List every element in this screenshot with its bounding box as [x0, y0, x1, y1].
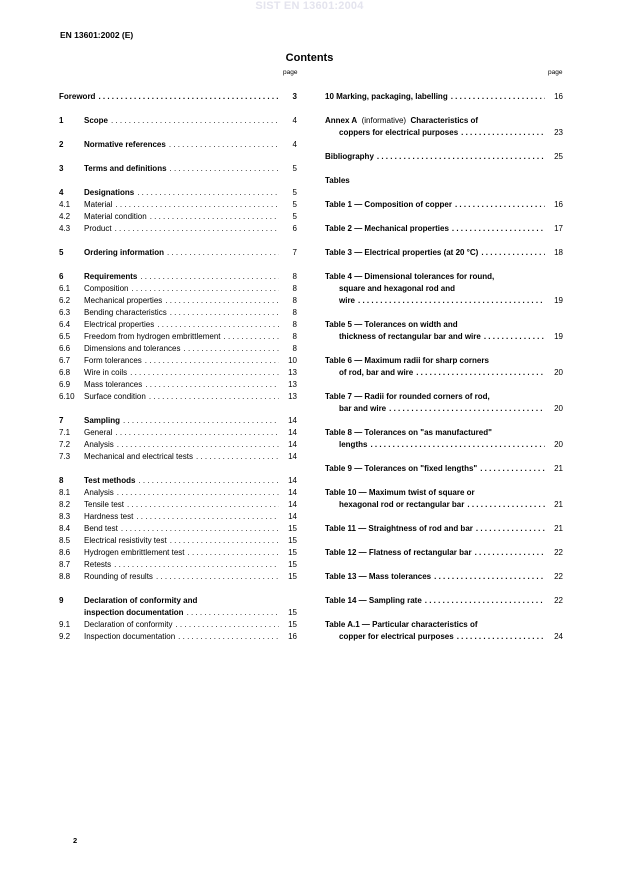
- toc-entry-9-2[interactable]: [59, 631, 297, 643]
- toc-page: 23: [554, 128, 563, 137]
- toc-entry-text: Bibliography: [325, 152, 374, 161]
- toc-entry-text: Terms and definitions: [84, 164, 167, 173]
- toc-entry-text: Retests: [84, 560, 112, 569]
- toc-entry-9-1[interactable]: [59, 619, 297, 631]
- toc-entry-table-10[interactable]: [325, 487, 563, 499]
- toc-page: 15: [288, 572, 297, 581]
- toc-entry-text: General: [84, 428, 113, 437]
- toc-entry-text: Rounding of results: [84, 572, 153, 581]
- toc-entry-table-5[interactable]: [325, 319, 563, 331]
- toc-entry-table-4-cont2[interactable]: [325, 295, 563, 307]
- toc-num: 7.3: [59, 452, 71, 461]
- toc-entry-text: of rod, bar and wire: [339, 368, 414, 377]
- toc-entry-4[interactable]: [59, 187, 297, 199]
- toc-page: 19: [554, 332, 563, 341]
- toc-num: 4.1: [59, 200, 71, 209]
- toc-entry-text: Table 7 — Radii for rounded corners of rod,: [325, 392, 490, 401]
- toc-entry-text: Designations: [84, 188, 135, 197]
- toc-num: 8: [59, 476, 64, 485]
- toc-entry-text: bar and wire: [339, 404, 387, 413]
- toc-page: 8: [292, 296, 297, 305]
- toc-num: 8.7: [59, 560, 71, 569]
- toc-entry-4-3[interactable]: [59, 223, 297, 235]
- toc-num: 8.4: [59, 524, 71, 533]
- toc-page: 14: [288, 512, 297, 521]
- toc-entry-text: Material condition: [84, 212, 147, 221]
- toc-entry-table-7-cont[interactable]: [325, 403, 563, 415]
- toc-page: 14: [288, 488, 297, 497]
- toc-entry-8-5[interactable]: [59, 535, 297, 547]
- right-page-column-label: page: [548, 69, 563, 76]
- toc-page: 8: [292, 284, 297, 293]
- page-number: 2: [73, 836, 78, 845]
- toc-entry-5[interactable]: [59, 247, 297, 259]
- toc-page: 14: [288, 440, 297, 449]
- toc-num: 9.1: [59, 620, 71, 629]
- toc-page: 15: [288, 524, 297, 533]
- toc-page: 16: [554, 200, 563, 209]
- toc-num: 6: [59, 272, 64, 281]
- toc-page: 20: [554, 440, 563, 449]
- toc-entry-text: Bend test: [84, 524, 118, 533]
- toc-entry-text: Inspection documentation: [84, 632, 176, 641]
- toc-num: 8.3: [59, 512, 71, 521]
- toc-entry-text: Wire in coils: [84, 368, 128, 377]
- toc-entry-6-9[interactable]: [59, 379, 297, 391]
- toc-entry-text: Mass tolerances: [84, 380, 143, 389]
- toc-num: 9.2: [59, 632, 71, 641]
- toc-page: 15: [288, 548, 297, 557]
- toc-page: 25: [554, 152, 563, 161]
- toc-entry-text: lengths: [339, 440, 368, 449]
- toc-num: 8.2: [59, 500, 71, 509]
- toc-page: 8: [292, 308, 297, 317]
- toc-page: 21: [554, 464, 563, 473]
- toc-entry-6-5[interactable]: [59, 331, 297, 343]
- toc-entry-6-1[interactable]: [59, 283, 297, 295]
- toc-entry-8-2[interactable]: [59, 499, 297, 511]
- toc-page: 15: [288, 620, 297, 629]
- toc-page: 15: [288, 536, 297, 545]
- toc-entry-text: Table 11 — Straightness of rod and bar: [325, 524, 473, 533]
- toc-entry-text: Hydrogen embrittlement test: [84, 548, 185, 557]
- toc-num: 8.1: [59, 488, 71, 497]
- toc-entry-text: Scope: [84, 116, 109, 125]
- toc-entry-text: Declaration of conformity: [84, 620, 173, 629]
- toc-entry-text: Form tolerances: [84, 356, 142, 365]
- toc-page: 5: [292, 212, 297, 221]
- toc-entry-text: square and hexagonal rod and: [339, 284, 456, 293]
- toc-entry-text: Table 4 — Dimensional tolerances for round,: [325, 272, 495, 281]
- toc-page: 7: [292, 248, 297, 257]
- toc-entry-7-3[interactable]: [59, 451, 297, 463]
- toc-entry-table-9[interactable]: [325, 463, 563, 475]
- toc-entry-text: Material: [84, 200, 113, 209]
- watermark: SIST EN 13601:2004: [255, 0, 364, 12]
- toc-page: 8: [292, 272, 297, 281]
- toc-page: 6: [292, 224, 297, 233]
- toc-entry-text: Surface condition: [84, 392, 146, 401]
- toc-entry-6-6[interactable]: [59, 343, 297, 355]
- toc-right-column: [325, 91, 563, 643]
- toc-num: 2: [59, 140, 64, 149]
- toc-entry-table-6[interactable]: [325, 355, 563, 367]
- toc-page: 15: [288, 560, 297, 569]
- toc-entry-text: Bending characteristics: [84, 308, 167, 317]
- toc-entry-table-8-cont[interactable]: [325, 439, 563, 451]
- toc-entry-table-8[interactable]: [325, 427, 563, 439]
- toc-entry-table-13[interactable]: [325, 571, 563, 583]
- toc-entry-text: Foreword: [59, 92, 96, 101]
- toc-entry-text: hexagonal rod or rectangular bar: [339, 500, 465, 509]
- toc-entry-table-3[interactable]: [325, 247, 563, 259]
- toc-entry-text: Analysis: [84, 488, 114, 497]
- toc-num: 3: [59, 164, 64, 173]
- toc-entry-8[interactable]: [59, 475, 297, 487]
- toc-num: 8.5: [59, 536, 71, 545]
- toc-page: 18: [554, 248, 563, 257]
- toc-entry-4-2[interactable]: [59, 211, 297, 223]
- toc-page: 4: [292, 140, 297, 149]
- toc-entry-table-10-cont[interactable]: [325, 499, 563, 511]
- toc-entry-8-3[interactable]: [59, 511, 297, 523]
- toc-entry-text: Freedom from hydrogen embrittlement: [84, 332, 221, 341]
- toc-entry-table-2[interactable]: [325, 223, 563, 235]
- toc-page: 4: [292, 116, 297, 125]
- toc-page: 8: [292, 320, 297, 329]
- toc-entry-table-7[interactable]: [325, 391, 563, 403]
- toc-num: 7: [59, 416, 64, 425]
- document-reference: EN 13601:2002 (E): [60, 30, 134, 40]
- toc-entry-text: Characteristics of: [410, 116, 479, 125]
- toc-entry-text: Product: [84, 224, 112, 233]
- toc-entry-text: Test methods: [84, 476, 136, 485]
- toc-entry-4-1[interactable]: [59, 199, 297, 211]
- toc-page: 8: [292, 332, 297, 341]
- toc-page: 16: [554, 92, 563, 101]
- toc-entry-table-12[interactable]: [325, 547, 563, 559]
- toc-entry-text: Analysis: [84, 440, 114, 449]
- toc-num: 4: [59, 188, 64, 197]
- toc-entry-3[interactable]: [59, 163, 297, 175]
- toc-entry-text: copper for electrical purposes: [339, 632, 454, 641]
- toc-entry-bibliography[interactable]: [325, 151, 563, 163]
- toc-page: 21: [554, 500, 563, 509]
- toc-num: 6.6: [59, 344, 71, 353]
- toc-entry-text: Normative references: [84, 140, 166, 149]
- toc-page: 17: [554, 224, 563, 233]
- toc-entry-text: Mechanical and electrical tests: [84, 452, 193, 461]
- toc-entry-text: Table 9 — Tolerances on "fixed lengths": [325, 464, 478, 473]
- toc-entry-text: Mechanical properties: [84, 296, 163, 305]
- toc-entry-7-2[interactable]: [59, 439, 297, 451]
- toc-entry-1[interactable]: [59, 115, 297, 127]
- toc-page: 14: [288, 452, 297, 461]
- toc-entry-text: Table 14 — Sampling rate: [325, 596, 422, 605]
- toc-entry-8-8[interactable]: [59, 571, 297, 583]
- toc-entry-text: Table 3 — Electrical properties (at 20 °C): [325, 248, 479, 257]
- toc-entry-9[interactable]: [59, 595, 297, 607]
- toc-num: 7.1: [59, 428, 71, 437]
- toc-page: 22: [554, 548, 563, 557]
- page-title: Contents: [285, 52, 334, 64]
- toc-entry-text: Table 1 — Composition of copper: [325, 200, 452, 209]
- toc-num: 1: [59, 116, 64, 125]
- annex-informative: (informative): [361, 116, 407, 125]
- toc-page: 21: [554, 524, 563, 533]
- toc-entry-text: Declaration of conformity and: [84, 596, 198, 605]
- toc-entry-7-1[interactable]: [59, 427, 297, 439]
- toc-page: 8: [292, 344, 297, 353]
- toc-entry-text: Table 5 — Tolerances on width and: [325, 320, 458, 329]
- toc-entry-foreword[interactable]: [59, 91, 297, 103]
- toc-num: 6.8: [59, 368, 71, 377]
- toc-page: 19: [554, 296, 563, 305]
- toc-entry-7[interactable]: [59, 415, 297, 427]
- toc-entry-text: Table 2 — Mechanical properties: [325, 224, 449, 233]
- toc-entry-6-2[interactable]: [59, 295, 297, 307]
- toc-page: 14: [288, 428, 297, 437]
- toc-num: 4.3: [59, 224, 71, 233]
- toc-entry-text: coppers for electrical purposes: [339, 128, 459, 137]
- toc-num: 8.6: [59, 548, 71, 557]
- left-page-column-label: page: [283, 69, 298, 76]
- toc-entry-annex-a[interactable]: [325, 115, 563, 127]
- toc-page: 22: [554, 596, 563, 605]
- tables-heading: Tables: [325, 176, 350, 185]
- toc-entry-6-4[interactable]: [59, 319, 297, 331]
- toc-num: 6.10: [59, 392, 75, 401]
- toc-entry-text: Hardness test: [84, 512, 134, 521]
- toc-entry-table-11[interactable]: [325, 523, 563, 535]
- toc-entry-6[interactable]: [59, 271, 297, 283]
- toc-entry-table-1[interactable]: [325, 199, 563, 211]
- toc-page: 14: [288, 416, 297, 425]
- toc-entry-text: Tensile test: [84, 500, 125, 509]
- toc-num: 7.2: [59, 440, 71, 449]
- toc-entry-text: Table A.1 — Particular characteristics of: [325, 620, 478, 629]
- toc-entry-text: inspection documentation: [84, 608, 184, 617]
- toc-page: 20: [554, 368, 563, 377]
- toc-page: 3: [292, 92, 297, 101]
- toc-entry-text: Ordering information: [84, 248, 164, 257]
- toc-entry-6-8[interactable]: [59, 367, 297, 379]
- toc-page: 5: [292, 200, 297, 209]
- toc-entry-6-3[interactable]: [59, 307, 297, 319]
- toc-page: 14: [288, 476, 297, 485]
- toc-entry-10[interactable]: [325, 91, 563, 103]
- toc-page: 13: [288, 380, 297, 389]
- toc-page: 16: [288, 632, 297, 641]
- toc-num: 6.7: [59, 356, 71, 365]
- toc-entry-2[interactable]: [59, 139, 297, 151]
- annex-label: Annex A: [325, 116, 358, 125]
- toc-page: 14: [288, 500, 297, 509]
- toc-entry-8-1[interactable]: [59, 487, 297, 499]
- toc-num: 5: [59, 248, 64, 257]
- toc-num: 6.4: [59, 320, 71, 329]
- toc-entry-table-4[interactable]: [325, 271, 563, 283]
- toc-num: 6.9: [59, 380, 71, 389]
- toc-entry-table-5-cont[interactable]: [325, 331, 563, 343]
- toc-entry-text: Dimensions and tolerances: [84, 344, 181, 353]
- toc-entry-table-4-cont[interactable]: [325, 283, 563, 295]
- toc-num: 6.5: [59, 332, 71, 341]
- toc-num: 8.8: [59, 572, 71, 581]
- toc-entry-text: Requirements: [84, 272, 138, 281]
- toc-entry-6-7[interactable]: [59, 355, 297, 367]
- toc-entry-text: Composition: [84, 284, 129, 293]
- toc-entry-table-a1[interactable]: [325, 619, 563, 631]
- toc-entry-9-cont[interactable]: [59, 607, 297, 619]
- toc-entry-8-7[interactable]: [59, 559, 297, 571]
- toc-entry-table-a1-cont[interactable]: [325, 631, 563, 643]
- toc-entry-text: wire: [339, 296, 356, 305]
- toc-page: 5: [292, 164, 297, 173]
- toc-entry-text: Table 6 — Maximum radii for sharp corners: [325, 356, 489, 365]
- toc-page: 24: [554, 632, 563, 641]
- toc-left-column: [59, 91, 297, 643]
- toc-entry-text: Table 10 — Maximum twist of square or: [325, 488, 475, 497]
- toc-num: 6.1: [59, 284, 71, 293]
- toc-num: 9: [59, 596, 64, 605]
- toc-entry-text: Table 12 — Flatness of rectangular bar: [325, 548, 472, 557]
- toc-page: 10: [288, 356, 297, 365]
- toc-entry-annex-a-cont[interactable]: [325, 127, 563, 139]
- toc-page: 20: [554, 404, 563, 413]
- toc-entry-text: 10 Marking, packaging, labelling: [325, 92, 448, 101]
- toc-num: 6.2: [59, 296, 71, 305]
- toc-entry-8-4[interactable]: [59, 523, 297, 535]
- toc-num: 4.2: [59, 212, 71, 221]
- toc-entry-table-14[interactable]: [325, 595, 563, 607]
- toc-entry-text: Electrical resistivity test: [84, 536, 167, 545]
- toc-entry-text: thickness of rectangular bar and wire: [339, 332, 481, 341]
- toc-entry-text: Electrical properties: [84, 320, 155, 329]
- toc-entry-table-6-cont[interactable]: [325, 367, 563, 379]
- toc-entry-text: Sampling: [84, 416, 121, 425]
- toc-page: 15: [288, 608, 297, 617]
- toc-page: 13: [288, 392, 297, 401]
- toc-entry-text: Table 13 — Mass tolerances: [325, 572, 432, 581]
- toc-entry-8-6[interactable]: [59, 547, 297, 559]
- toc-entry-text: Table 8 — Tolerances on "as manufactured": [325, 428, 492, 437]
- toc-entry-6-10[interactable]: [59, 391, 297, 403]
- toc-num: 6.3: [59, 308, 71, 317]
- toc-page: 13: [288, 368, 297, 377]
- toc-page: 5: [292, 188, 297, 197]
- toc-page: 22: [554, 572, 563, 581]
